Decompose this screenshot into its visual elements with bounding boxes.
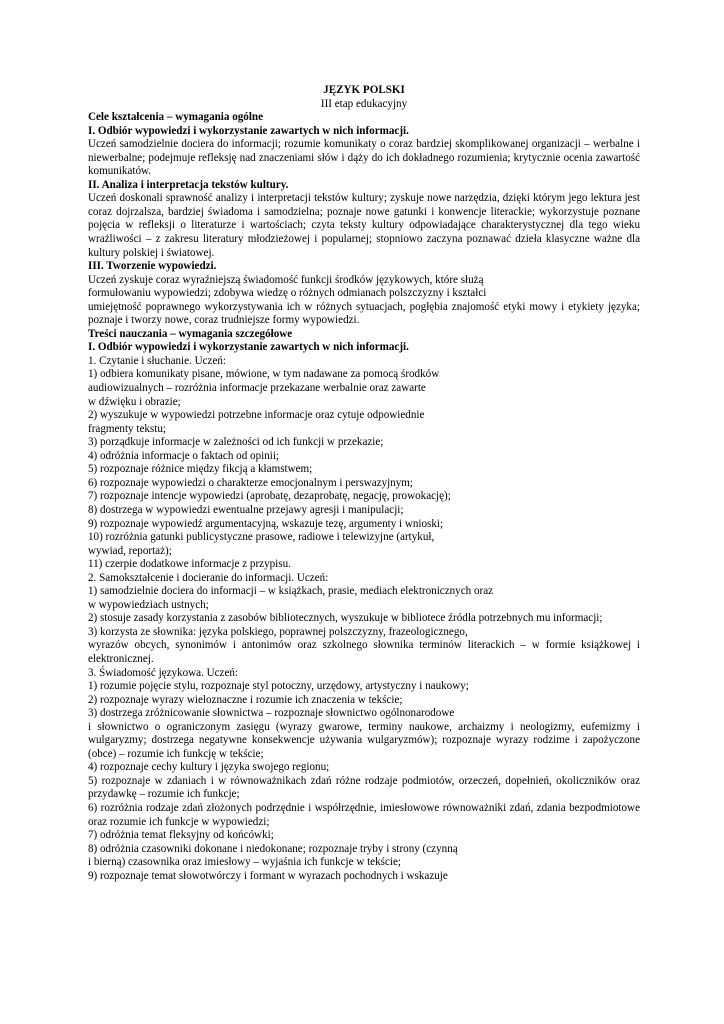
list-item: 5) rozpoznaje w zdaniach i w równoważnikach zdań różne rodzaje podmiotów, orzeczeń, dopełnień, okoliczników oraz przydawkę – rozumie ich funkcje;	[88, 774, 640, 801]
general-section-2-text: Uczeń doskonali sprawność analizy i interpretacji tekstów kultury; zyskuje nowe narzędzia, dzięki którym jego lektura jest coraz dojrzalsza, bardziej świadoma i samodzielna; poznaje nowe gatunki i konwencje literackie; wykorzystuje poznane pojęcia w refleksji o literaturze i wartościach; czyta teksty kultury odpowiadające charakterystycznej dla tego wieku wrażliwości – z zakresu literatury młodzieżowej i popularnej; stopniowo zaczyna poznawać dzieła klasyczne ważne dla kultury polskiej i światowej.	[88, 192, 640, 259]
list-item: 3) dostrzega zróżnicowanie słownictwa – rozpoznaje słownictwo ogólnonarodowe	[88, 707, 455, 720]
list-item: 1) odbiera komunikaty pisane, mówione, w tym nadawane za pomocą środków	[88, 368, 440, 381]
list-item: 11) czerpie dodatkowe informacje z przypisu.	[88, 558, 291, 571]
list-item: 4) odróżnia informacje o faktach od opinii;	[88, 449, 279, 462]
general-section-2-heading: II. Analiza i interpretacja tekstów kultury.	[88, 178, 289, 191]
reading-listening-heading: 1. Czytanie i słuchanie. Uczeń:	[88, 354, 227, 367]
general-section-3-heading: III. Tworzenie wypowiedzi.	[88, 260, 217, 273]
list-item: 1) samodzielnie dociera do informacji – w książkach, prasie, mediach elektronicznych oraz	[88, 585, 494, 598]
list-item: 9) rozpoznaje wypowiedź argumentacyjną, wskazuje tezę, argumenty i wnioski;	[88, 517, 444, 530]
general-section-1-heading: I. Odbiór wypowiedzi i wykorzystanie zawartych w nich informacji.	[88, 124, 409, 137]
list-item: 6) rozróżnia rodzaje zdań złożonych podrzędnie i współrzędnie, imiesłowowe równoważniki zdań, zdania bezpodmiotowe oraz rozumie ich funkcje w wypowiedzi;	[88, 801, 640, 828]
list-item: i słownictwo o ograniczonym zasięgu (wyrazy gwarowe, terminy naukowe, archaizmy i neologizmy, eufemizmy i wulgaryzmy; dostrzega negatywne konsekwencje używania wulgaryzmów); rozpoznaje wyrazy rodzime i zapożyczone (obce) – rozumie ich funkcję w tekście;	[88, 720, 640, 760]
list-item: w wypowiedziach ustnych;	[88, 598, 209, 611]
list-item: wyrazów obcych, synonimów i antonimów oraz szkolnego słownika terminów literackich – w formie książkowej i elektronicznej.	[88, 639, 640, 665]
self-education-heading: 2. Samokształcenie i docieranie do informacji. Uczeń:	[88, 571, 329, 584]
general-section-3-line: formułowaniu wypowiedzi; zdobywa wiedzę o różnych odmianach polszczyzny i kształci	[88, 287, 487, 300]
list-item: 7) odróżnia temat fleksyjny od końcówki;	[88, 829, 274, 842]
general-section-1-text: Uczeń samodzielnie dociera do informacji; rozumie komunikaty o coraz bardziej skomplikowanej organizacji – werbalne i niewerbalne; podejmuje refleksję nad znaczeniami słów i dąży do ich dokładnego rozumienia; krytycznie ocenia zawartość komunikatów.	[88, 138, 640, 178]
list-item: 8) dostrzega w wypowiedzi ewentualne przejawy agresji i manipulacji;	[88, 503, 404, 516]
list-item: 6) rozpoznaje wypowiedzi o charakterze emocjonalnym i perswazyjnym;	[88, 476, 413, 489]
general-section-3-text: umiejętność poprawnego wykorzystywania ich w różnych sytuacjach, pogłębia znajomość etyki mowy i etykiety języka; poznaje i tworzy nowe, coraz trudniejsze formy wypowiedzi.	[88, 300, 640, 327]
list-item: audiowizualnych – rozróżnia informacje przekazane werbalnie oraz zawarte	[88, 382, 426, 395]
language-awareness-heading: 3. Świadomość językowa. Uczeń:	[88, 666, 239, 679]
list-item: 9) rozpoznaje temat słowotwórczy i formant w wyrazach pochodnych i wskazuje	[88, 869, 448, 882]
list-item: w dźwięku i obrazie;	[88, 395, 181, 408]
list-item: 8) odróżnia czasowniki dokonane i niedokonane; rozpoznaje tryby i strony (czynną	[88, 842, 458, 855]
list-item: 2) rozpoznaje wyrazy wieloznaczne i rozumie ich znaczenia w tekście;	[88, 693, 403, 706]
list-item: 7) rozpoznaje intencje wypowiedzi (aprobatę, dezaprobatę, negację, prowokację);	[88, 490, 451, 503]
list-item: 3) korzysta ze słownika: języka polskiego, poprawnej polszczyzny, frazeologicznego,	[88, 625, 468, 638]
list-item: 10) rozróżnia gatunki publicystyczne prasowe, radiowe i telewizyjne (artykuł,	[88, 531, 435, 544]
list-item: fragmenty tekstu;	[88, 422, 166, 435]
document-title: JĘZYK POLSKI	[323, 84, 405, 96]
list-item: 4) rozpoznaje cechy kultury i języka swojego regionu;	[88, 761, 330, 774]
list-item: 2) stosuje zasady korzystania z zasobów bibliotecznych, wyszukuje w bibliotece źródła potrzebnych mu informacji;	[88, 612, 603, 625]
document-subtitle: III etap edukacyjny	[320, 97, 408, 110]
general-requirements-heading: Cele kształcenia – wymagania ogólne	[88, 111, 264, 124]
list-item: i bierną) czasownika oraz imiesłowy – wyjaśnia ich funkcje w tekście;	[88, 856, 401, 869]
specific-section-1-heading: I. Odbiór wypowiedzi i wykorzystanie zawartych w nich informacji.	[88, 341, 409, 354]
specific-requirements-heading: Treści nauczania – wymagania szczegółowe	[88, 327, 293, 340]
list-item: 1) rozumie pojęcie stylu, rozpoznaje styl potoczny, urzędowy, artystyczny i naukowy;	[88, 680, 469, 693]
list-item: 3) porządkuje informacje w zależności od ich funkcji w przekazie;	[88, 436, 384, 449]
list-item: wywiad, reportaż);	[88, 544, 172, 557]
list-item: 5) rozpoznaje różnice między fikcją a kłamstwem;	[88, 463, 313, 476]
list-item: 2) wyszukuje w wypowiedzi potrzebne informacje oraz cytuje odpowiednie	[88, 409, 425, 422]
general-section-3-line: Uczeń zyskuje coraz wyraźniejszą świadomość funkcji środków językowych, które służą	[88, 273, 484, 286]
